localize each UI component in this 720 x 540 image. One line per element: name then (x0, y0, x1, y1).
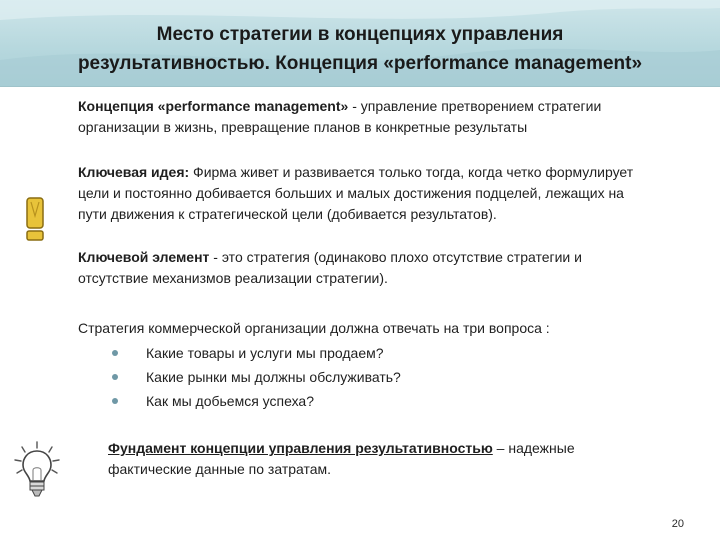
concept-definition-text: - управление претворением стратегии организации в жизнь, превращение планов в конкретные результаты (78, 98, 602, 135)
bullet-icon (112, 374, 118, 380)
key-element-paragraph (78, 247, 638, 289)
foundation-text: – надежные фактические данные по затратам. (108, 440, 575, 477)
key-idea-text: Фирма живет и развивается только тогда, когда четко формулирует цели и постоянно добивается больших и малых достижения подцелей, лежащих на пути движения к стратегической цели (добивается результатов). (78, 164, 634, 222)
lightbulb-icon (12, 440, 62, 507)
page-number: 20 (671, 518, 684, 530)
bullet-icon (112, 398, 118, 404)
question-text: Какие рынки мы должны обслуживать? (146, 369, 401, 385)
title-banner (0, 0, 720, 87)
exclamation-icon (22, 196, 48, 247)
foundation-paragraph (108, 438, 628, 480)
slide-title-line2: результативностью. Концепция «performance management» (77, 53, 643, 74)
concept-definition (78, 96, 638, 138)
slide-title (0, 20, 720, 78)
strategy-intro: Стратегия коммерческой организации должна отвечать на три вопроса : (78, 320, 550, 336)
question-text: Какие товары и услуги мы продаем? (146, 345, 384, 361)
foundation-label: Фундамент концепции управления результативностью (108, 440, 493, 456)
questions-list (112, 342, 532, 414)
list-item (112, 390, 532, 412)
bullet-icon (112, 350, 118, 356)
key-idea-paragraph (78, 162, 638, 225)
key-idea-label: Ключевая идея: (78, 164, 190, 180)
list-item (112, 342, 532, 364)
question-text: Как мы добьемся успеха? (146, 393, 314, 409)
slide-title-line1: Место стратегии в концепциях управления (156, 24, 564, 45)
key-element-label: Ключевой элемент (78, 249, 210, 265)
concept-term: Концепция «performance management» (78, 98, 349, 114)
list-item (112, 366, 532, 388)
key-element-text: - это стратегия (одинаково плохо отсутствие стратегии и отсутствие механизмов реализации стратегии). (78, 249, 582, 286)
